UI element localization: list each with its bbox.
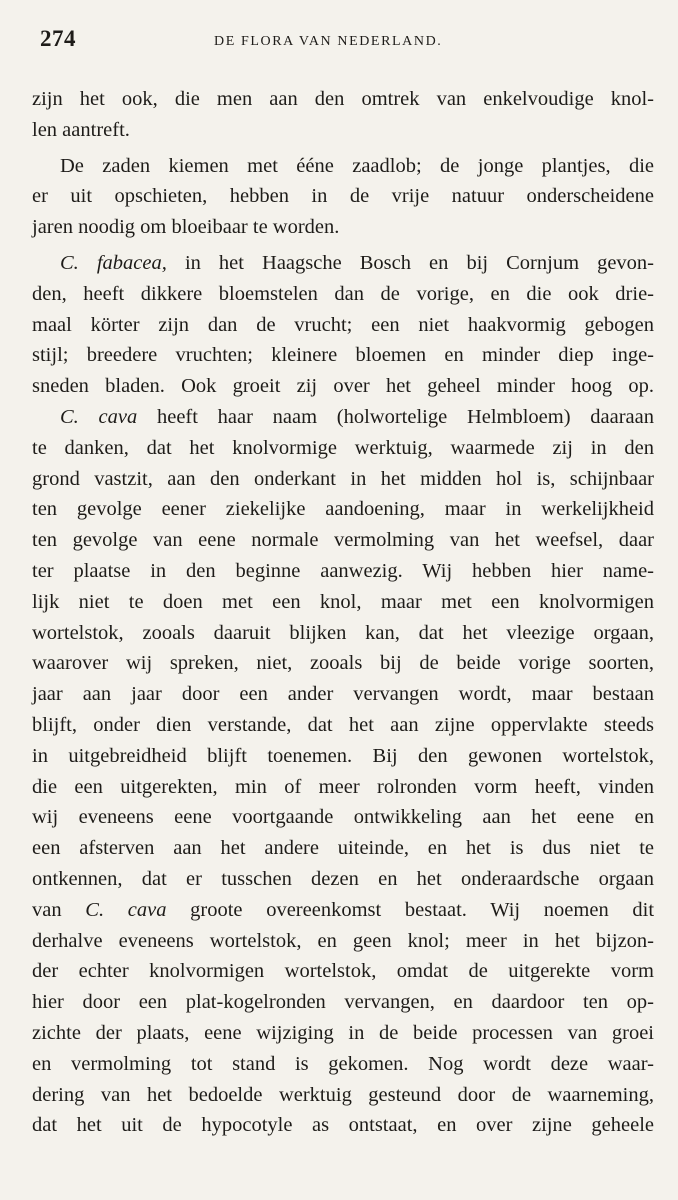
text-line: jaar aan jaar door een ander vervangen wordt, maar bestaan xyxy=(32,683,654,706)
text-line: stijl; breedere vruchten; kleinere bloemen en minder diep inge- xyxy=(32,344,654,367)
text-line: dat het uit de hypocotyle as ontstaat, en over zijne geheele xyxy=(32,1114,654,1137)
text-line: ontkennen, dat er tusschen dezen en het onderaardsche orgaan xyxy=(32,867,654,890)
text-line: te danken, dat het knolvormige werktuig, waarmede zij in den xyxy=(32,436,654,459)
text-line: ten gevolge van eene normale vermolming van het weefsel, daar xyxy=(32,529,654,552)
text-line: grond vastzit, aan den onderkant in het midden hol is, schijnbaar xyxy=(32,467,654,490)
species-name: C. cava xyxy=(60,405,138,428)
text-line: en vermolming tot stand is gekomen. Nog wordt deze waar- xyxy=(32,1052,654,1075)
body-text xyxy=(32,84,654,1141)
text-line: er uit opschieten, hebben in de vrije natuur onderscheidene xyxy=(32,185,654,208)
text-fragment: in het Haagsche Bosch en bij Cornjum gevon- xyxy=(184,251,655,274)
text-line: in uitgebreidheid blijft toenemen. Bij den gewonen wortelstok, xyxy=(32,744,654,767)
text-line: zijn het ook, die men aan den omtrek van enkelvoudige knol- xyxy=(32,88,654,110)
species-name: C. fabacea, xyxy=(60,251,167,274)
text-line: len aantreft. xyxy=(32,118,130,141)
text-fragment: groote overeenkomst bestaat. Wij noemen dit xyxy=(190,898,655,921)
running-head xyxy=(32,26,654,62)
text-line: derhalve eveneens wortelstok, en geen knol; meer in het bijzon- xyxy=(32,929,654,952)
text-line: De zaden kiemen met ééne zaadlob; de jonge plantjes, die xyxy=(60,154,654,177)
text-line: sneden bladen. Ook groeit zij over het geheel minder hoog op. xyxy=(32,375,654,398)
text-line xyxy=(32,402,654,433)
text-line: lijk niet te doen met een knol, maar met een knolvormigen xyxy=(32,590,654,613)
text-line: waarover wij spreken, niet, zooals bij de beide vorige soorten, xyxy=(32,652,654,675)
text-line xyxy=(32,248,654,279)
text-line: die een uitgerekten, min of meer rolronden vorm heeft, vinden xyxy=(32,775,654,798)
text-line: wortelstok, zooals daaruit blijken kan, dat het vleezige orgaan, xyxy=(32,621,654,644)
running-title: DE FLORA VAN NEDERLAND. xyxy=(214,34,443,49)
text-line: den, heeft dikkere bloemstelen dan de vorige, en die ook drie- xyxy=(32,282,654,305)
text-line: hier door een plat-kogelronden vervangen, en daardoor ten op- xyxy=(32,991,654,1014)
text-line: ten gevolge eener ziekelijke aandoening, maar in werkelijkheid xyxy=(32,498,654,521)
text-line: zichte der plaats, eene wijziging in de beide processen van groei xyxy=(32,1021,654,1044)
text-fragment: van xyxy=(32,898,62,921)
text-line: dering van het bedoelde werktuig gesteund door de waarneming, xyxy=(32,1083,654,1106)
text-line: wij eveneens eene voortgaande ontwikkeling aan het eene en xyxy=(32,806,654,829)
text-line: jaren noodig om bloeibaar te worden. xyxy=(32,216,340,239)
text-line: der echter knolvormigen wortelstok, omdat de uitgerekte vorm xyxy=(32,960,654,983)
page-number: 274 xyxy=(40,26,76,51)
text-line xyxy=(32,895,654,926)
text-line: blijft, onder dien verstande, dat het aan zijne oppervlakte steeds xyxy=(32,713,654,736)
text-line: ter plaatse in den beginne aanwezig. Wij hebben hier name- xyxy=(32,559,654,582)
species-name: C. cava xyxy=(85,898,167,921)
text-line: maal körter zijn dan de vrucht; een niet haakvormig gebogen xyxy=(32,313,654,336)
text-line: een afsterven aan het andere uiteinde, en het is dus niet te xyxy=(32,837,654,860)
text-fragment: heeft haar naam (holwortelige Helmbloem) daaraan xyxy=(156,405,655,428)
